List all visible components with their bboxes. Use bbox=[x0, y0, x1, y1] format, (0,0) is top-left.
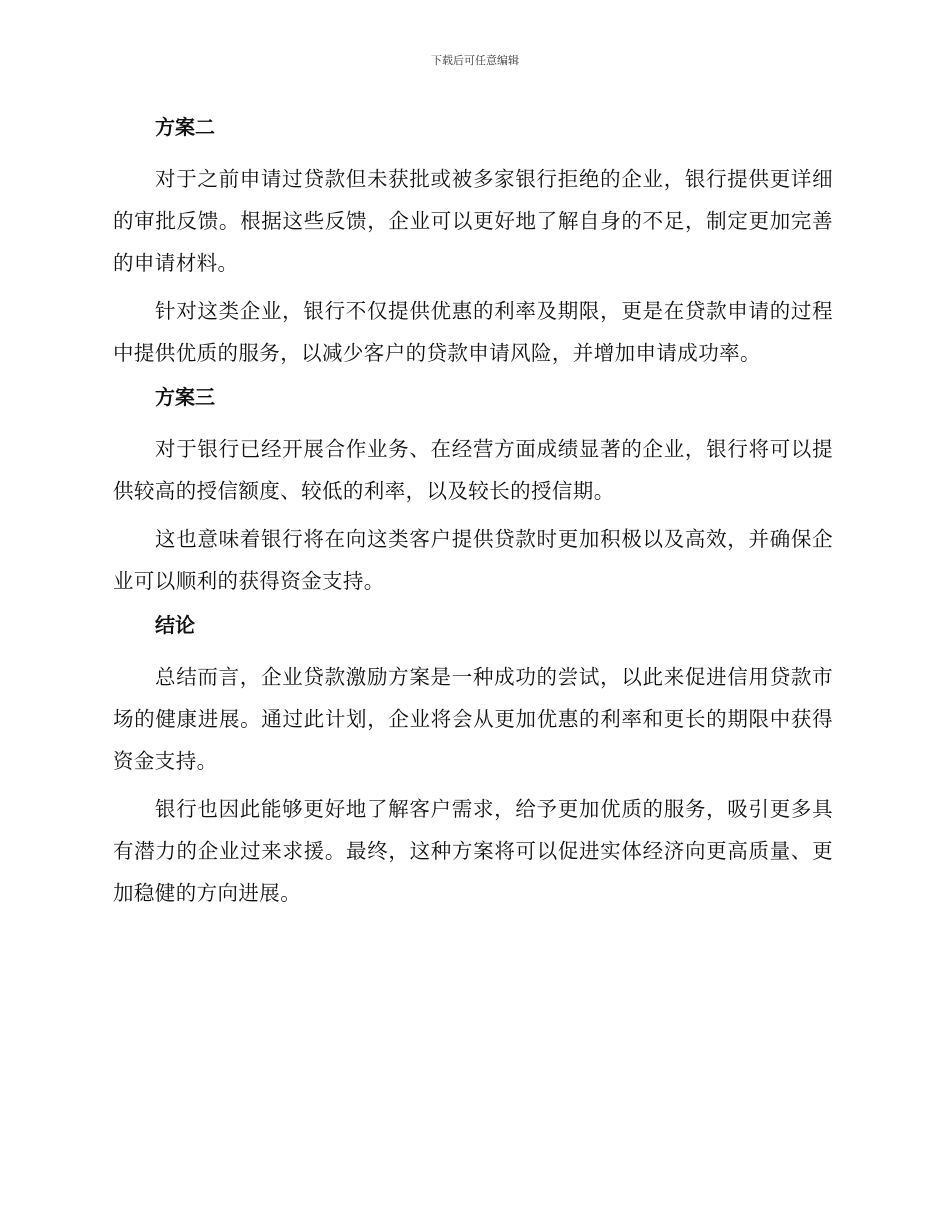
paragraph: 对于之前申请过贷款但未获批或被多家银行拒绝的企业，银行提供更详细的审批反馈。根据这些反馈，企业可以更好地了解自身的不足，制定更加完善的申请材料。 bbox=[113, 167, 833, 275]
section-heading-plan-two: 方案二 bbox=[155, 115, 215, 139]
page-header-note: 下载后可任意编辑 bbox=[431, 54, 519, 67]
section-heading-conclusion: 结论 bbox=[155, 613, 195, 637]
document-body bbox=[113, 110, 833, 920]
paragraph: 总结而言，企业贷款激励方案是一种成功的尝试，以此来促进信用贷款市场的健康进展。通过此计划，企业将会从更加优惠的利率和更长的期限中获得资金支持。 bbox=[113, 665, 833, 773]
paragraph: 银行也因此能够更好地了解客户需求，给予更加优质的服务，吸引更多具有潜力的企业过来求援。最终，这种方案将可以促进实体经济向更高质量、更加稳健的方向进展。 bbox=[113, 797, 833, 905]
paragraph: 这也意味着银行将在向这类客户提供贷款时更加积极以及高效，并确保企业可以顺利的获得资金支持。 bbox=[113, 527, 833, 593]
paragraph: 针对这类企业，银行不仅提供优惠的利率及期限，更是在贷款申请的过程中提供优质的服务，以减少客户的贷款申请风险，并增加申请成功率。 bbox=[113, 299, 833, 365]
paragraph: 对于银行已经开展合作业务、在经营方面成绩显著的企业，银行将可以提供较高的授信额度、较低的利率，以及较长的授信期。 bbox=[113, 437, 833, 503]
section-heading-plan-three: 方案三 bbox=[155, 385, 215, 409]
